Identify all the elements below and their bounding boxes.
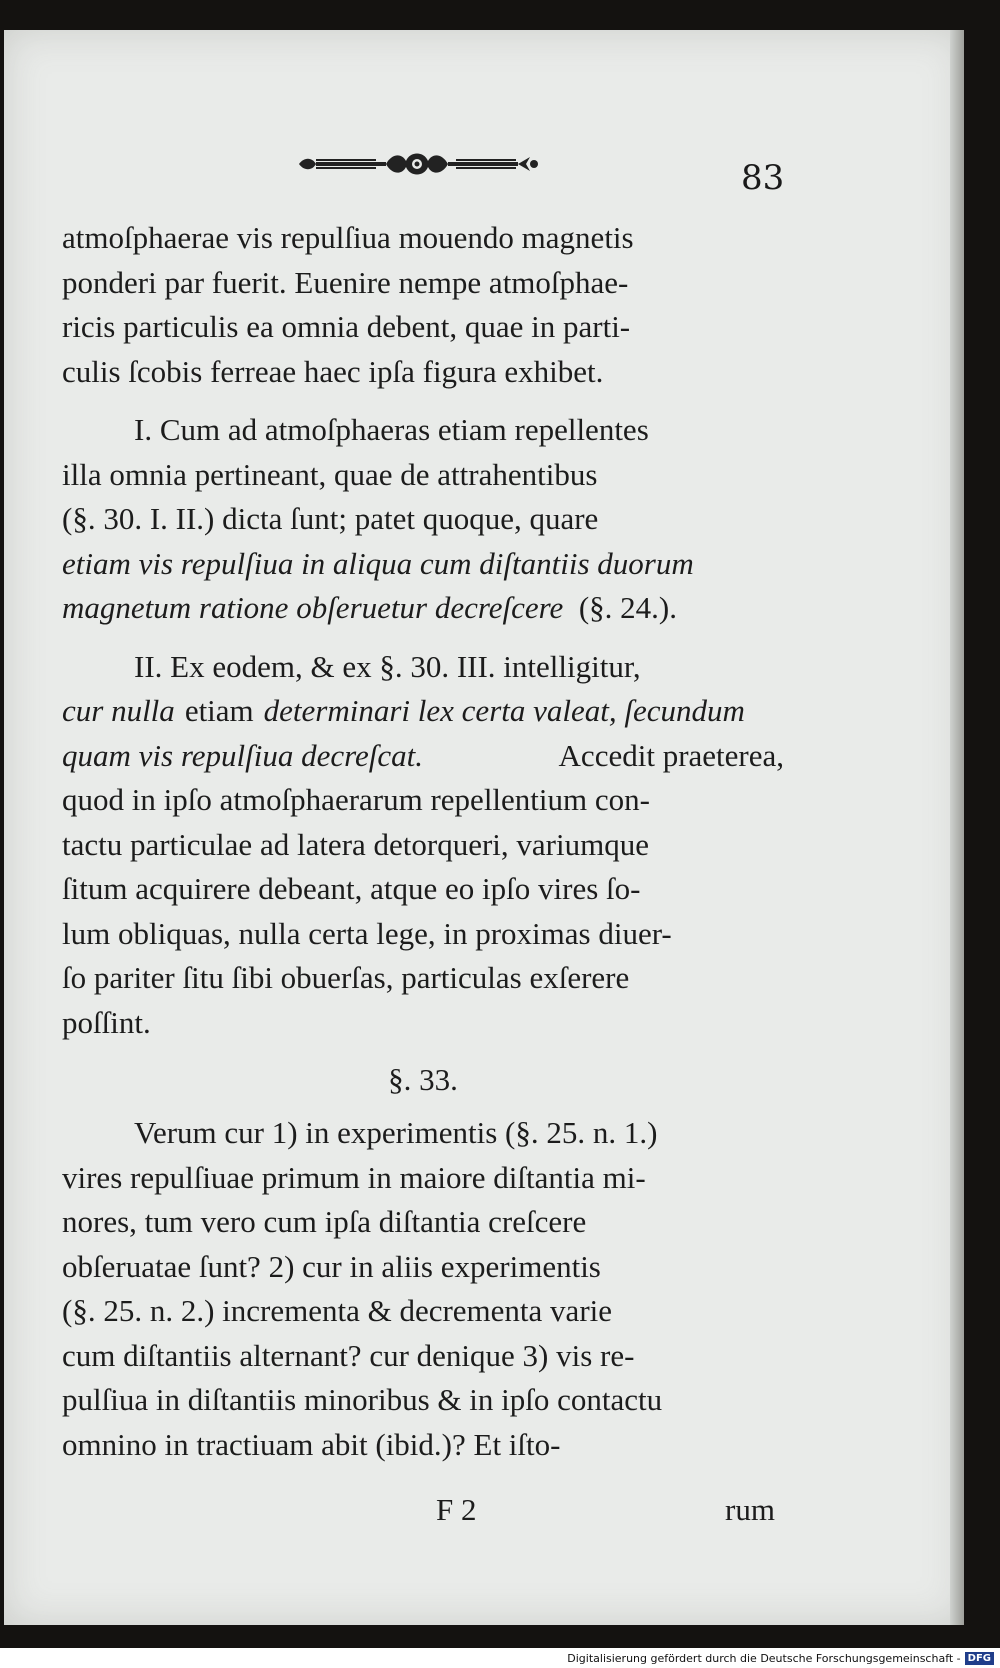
italic-text: quam vis repulſiua decreſcat. xyxy=(62,737,424,773)
italic-text: magnetum ratione obſeruetur decreſcere xyxy=(62,590,564,625)
text-line: I. Cum ad atmoſphaeras etiam repellentes xyxy=(134,412,649,447)
text-line: vires repulſiuae primum in maiore diſtantia mi- xyxy=(62,1159,646,1195)
text-line: poſſint. xyxy=(62,1004,151,1040)
dfg-logo-icon[interactable]: DFG xyxy=(965,1652,994,1665)
plain-text: Accedit praeterea, xyxy=(558,737,784,773)
text-line: quod in ipſo atmoſphaerarum repellentium con- xyxy=(62,782,650,817)
text-line: omnino in tractiuam abit (ibid.)? Et iſto- xyxy=(62,1426,561,1462)
text-line: illa omnia pertineant, quae de attrahentibus xyxy=(62,456,598,492)
text-line: (§. 25. n. 2.) incrementa & decrementa varie xyxy=(62,1293,613,1328)
text-line: nores, tum vero cum ipſa diſtantia creſcere xyxy=(62,1204,587,1239)
text-line: pulſiua in diſtantiis minoribus & in ipſo contactu xyxy=(62,1382,663,1417)
paragraph-reference: (§. 24.). xyxy=(578,590,677,625)
italic-text: cur nulla xyxy=(62,693,175,728)
credit-text: Digitalisierung gefördert durch die Deutsche Forschungsgemeinschaft - xyxy=(567,1651,961,1665)
section-heading: §. 33. xyxy=(388,1062,458,1097)
body-text xyxy=(62,216,784,1467)
text-line: Verum cur 1) in experimentis (§. 25. n. 1.) xyxy=(134,1115,658,1150)
text-line: ricis particulis ea omnia debent, quae in parti- xyxy=(62,309,631,344)
text-line: obſeruatae ſunt? 2) cur in aliis experimentis xyxy=(62,1248,601,1284)
text-line: atmoſphaerae vis repulſiua mouendo magnetis xyxy=(62,220,634,255)
text-line: tactu particulae ad latera detorqueri, variumque xyxy=(62,826,649,862)
text-line: ſo pariter ſitu ſibi obuerſas, particulas exſerere xyxy=(62,960,630,995)
signature-mark: F 2 xyxy=(436,1492,477,1527)
digitization-credit-bar xyxy=(0,1648,1000,1668)
text-line: ſitum acquirere debeant, atque eo ipſo vires ſo- xyxy=(62,871,641,906)
text-line: (§. 30. I. II.) dicta ſunt; patet quoque, quare xyxy=(62,501,599,536)
page-number: 83 xyxy=(741,158,785,198)
catchword: rum xyxy=(725,1492,775,1527)
text-line xyxy=(62,734,784,779)
page-edge xyxy=(950,30,964,1625)
text-line xyxy=(62,586,784,631)
text-line: II. Ex eodem, & ex §. 30. III. intelligitur, xyxy=(134,648,641,684)
text-line xyxy=(62,689,784,734)
text-line: etiam vis repulſiua in aliqua cum diſtantiis duorum xyxy=(62,545,694,581)
decorative-headpiece-icon xyxy=(294,149,544,179)
text-line: cum diſtantiis alternant? cur denique 3) vis re- xyxy=(62,1337,635,1373)
italic-text: determinari lex certa valeat, ſecundum xyxy=(263,693,745,728)
plain-text: etiam xyxy=(184,693,254,728)
book-page xyxy=(4,30,964,1625)
text-line: culis ſcobis ferreae haec ipſa figura exhibet. xyxy=(62,353,604,389)
text-line: ponderi par fuerit. Euenire nempe atmoſphae- xyxy=(62,264,629,300)
text-line: lum obliquas, nulla certa lege, in proximas diuer- xyxy=(62,915,672,951)
